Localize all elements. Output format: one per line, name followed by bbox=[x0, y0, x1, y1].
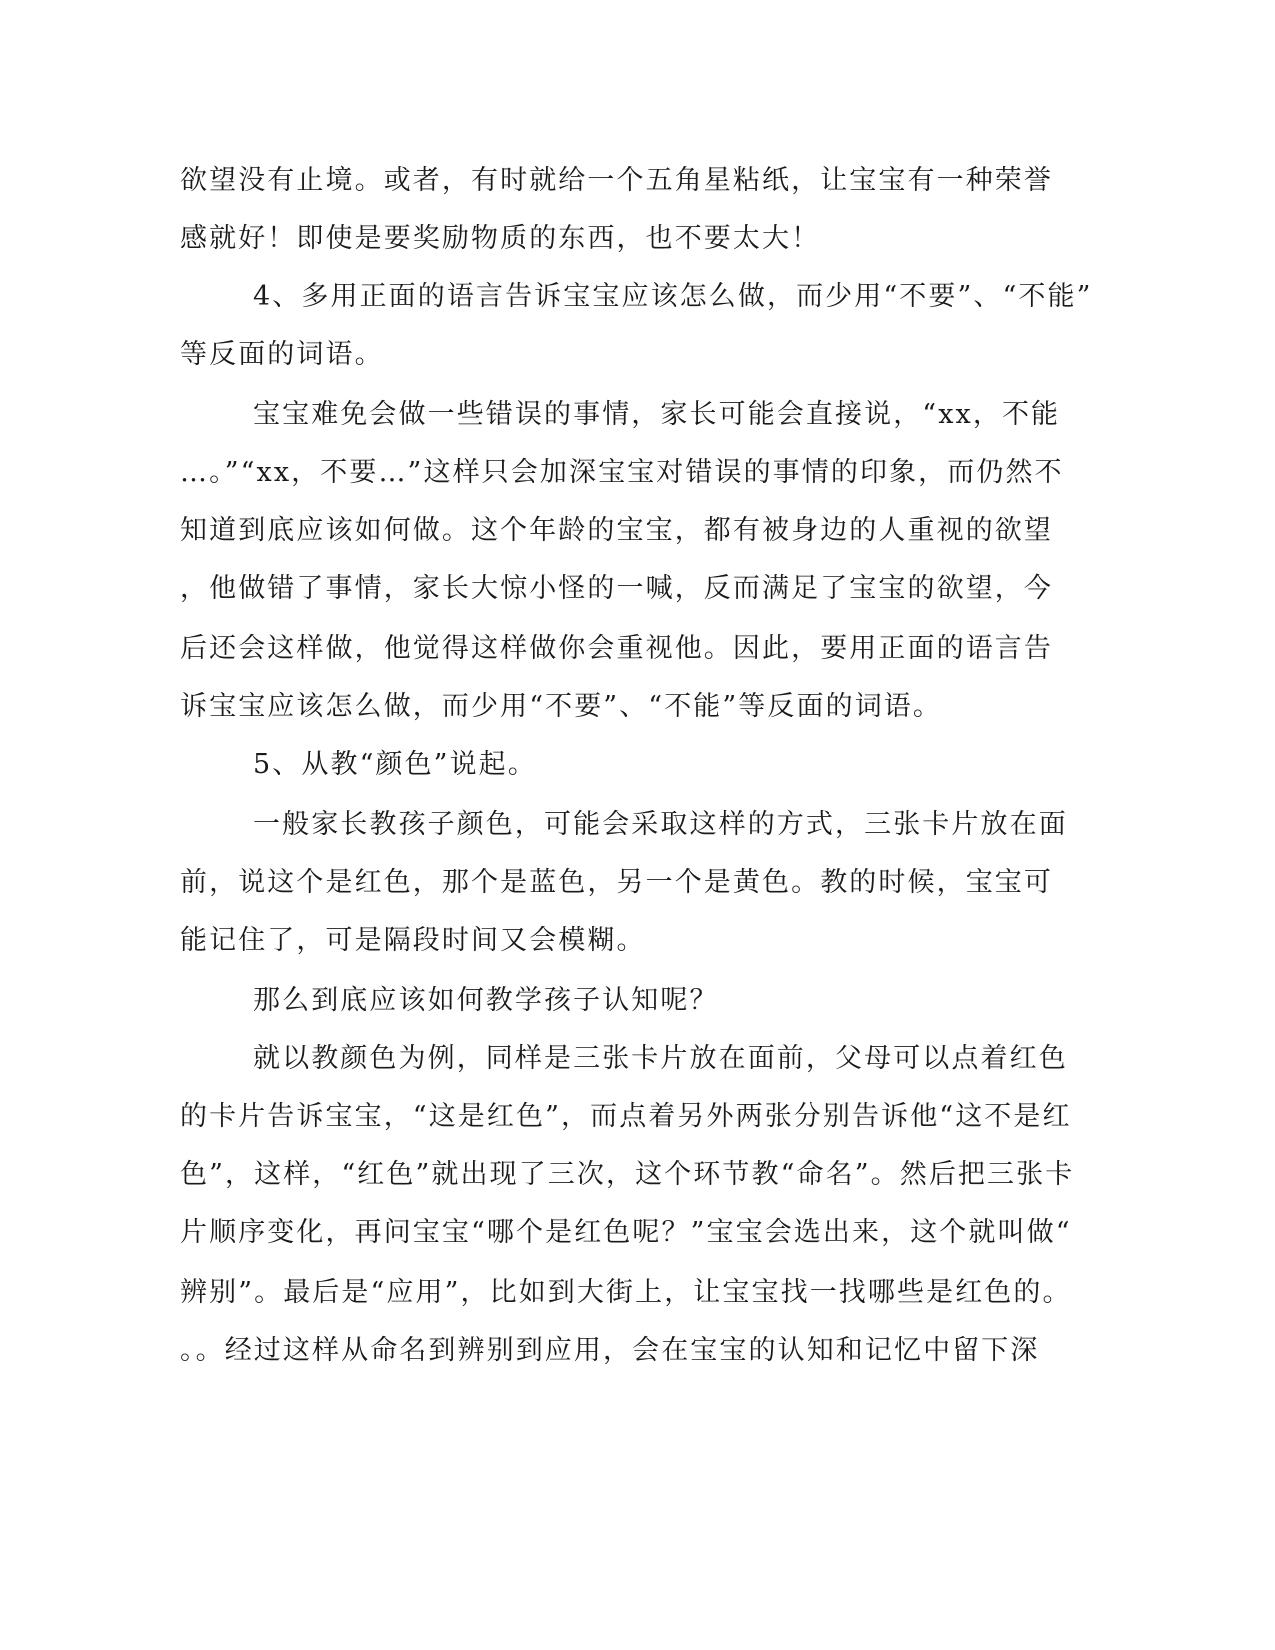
text-line: 诉宝宝应该怎么做，而少用“不要”、“不能”等反面的词语。 bbox=[180, 691, 943, 722]
text-line: 那么到底应该如何教学孩子认知呢？ bbox=[253, 985, 719, 1016]
text-line: 就以教颜色为例，同样是三张卡片放在面前，父母可以点着红色 bbox=[253, 1043, 1068, 1074]
text-line: 的卡片告诉宝宝，“这是红色”，而点着另外两张分别告诉他“这不是红 bbox=[180, 1101, 1072, 1132]
text-line: …。”“xx，不要…”这样只会加深宝宝对错误的事情的印象，而仍然不 bbox=[180, 457, 1064, 488]
text-line: 能记住了，可是隔段时间又会模糊。 bbox=[180, 925, 646, 956]
text-line: 4、多用正面的语言告诉宝宝应该怎么做，而少用“不要”、“不能” bbox=[253, 281, 1093, 312]
text-line: 辨别”。最后是“应用”，比如到大街上，让宝宝找一找哪些是红色的。 bbox=[180, 1277, 1072, 1308]
section-heading: 5、从教“颜色”说起。 bbox=[253, 749, 537, 780]
text-line: 前，说这个是红色，那个是蓝色，另一个是黄色。教的时候，宝宝可 bbox=[180, 867, 1053, 898]
text-line: 宝宝难免会做一些错误的事情，家长可能会直接说，“xx，不能 bbox=[253, 399, 1061, 430]
text-line: 等反面的词语。 bbox=[180, 339, 384, 370]
text-line: 一般家长教孩子颜色，可能会采取这样的方式，三张卡片放在面 bbox=[253, 809, 1068, 840]
text-line: 片顺序变化，再问宝宝“哪个是红色呢？”宝宝会选出来，这个就叫做“ bbox=[180, 1217, 1072, 1248]
text-line: 感就好！即使是要奖励物质的东西，也不要太大！ bbox=[180, 223, 821, 254]
text-line: 知道到底应该如何做。这个年龄的宝宝，都有被身边的人重视的欲望 bbox=[180, 515, 1053, 546]
text-line: 色”，这样，“红色”就出现了三次，这个环节教“命名”。然后把三张卡 bbox=[180, 1159, 1075, 1190]
text-line: ，他做错了事情，家长大惊小怪的一喊，反而满足了宝宝的欲望，今 bbox=[180, 573, 1053, 604]
text-line: 后还会这样做，他觉得这样做你会重视他。因此，要用正面的语言告 bbox=[180, 633, 1053, 664]
text-line: 。。经过这样从命名到辨别到应用，会在宝宝的认知和记忆中留下深 bbox=[180, 1335, 1040, 1366]
text-line: 欲望没有止境。或者，有时就给一个五角星粘纸，让宝宝有一种荣誉 bbox=[180, 165, 1053, 196]
